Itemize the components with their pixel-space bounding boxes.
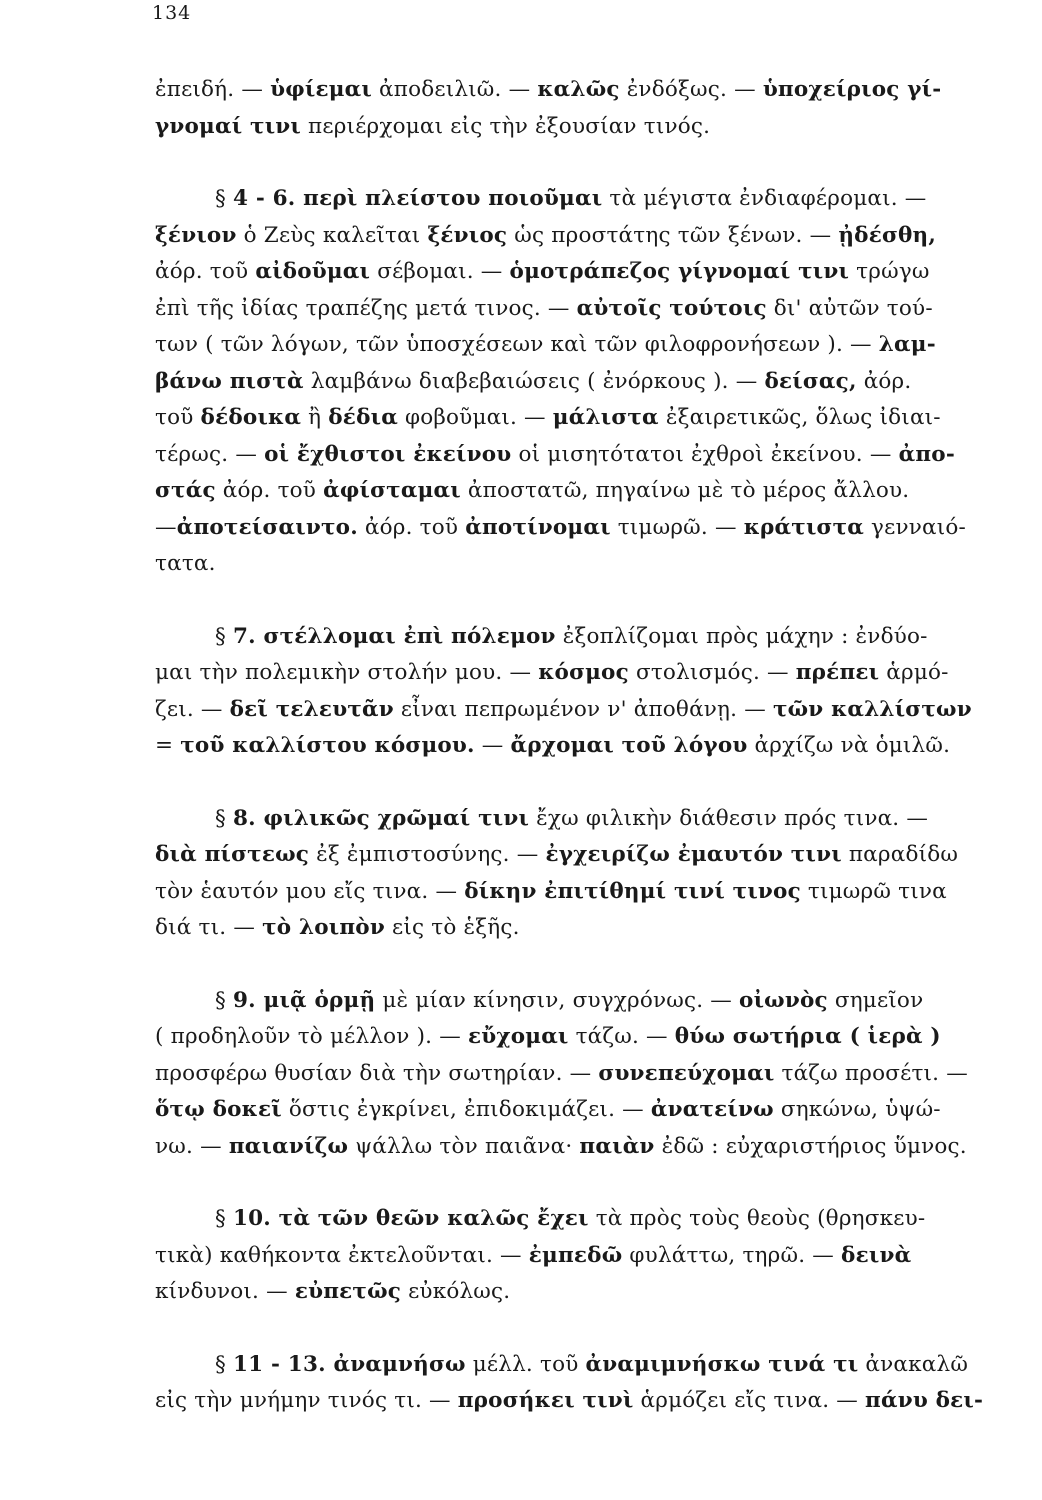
gloss-text: μέλλ. τοῦ [465,1351,586,1377]
text-line [155,109,1003,146]
gloss-text: ἁρμό- [879,660,949,685]
gloss-text: ἐδῶ : εὐχαριστήριος ὕμνος. [654,1133,967,1159]
gloss-text: τὰ πρὸς τοὺς θεοὺς (θρησκευ- [588,1206,926,1231]
paragraph [155,1201,1003,1311]
gloss-text: τικὰ) καθήκοντα ἐκτελοῦνται. — [155,1242,529,1268]
gloss-text: ἀνακαλῶ [858,1351,969,1377]
text-line [155,1274,1003,1311]
headword: ἀποτίνομαι [465,514,611,540]
document-body [155,72,1003,1456]
headword: ἀπο- [898,441,955,467]
text-line [155,437,1003,474]
gloss-text: των ( τῶν λόγων, τῶν ὑποσχέσεων καὶ τῶν φιλοφρονήσεων ). — [155,332,879,357]
text-line [155,218,1003,255]
gloss-text: εἰς τὸ ἑξῆς. [384,915,520,940]
text-line [155,1056,1003,1093]
text-line [155,181,1003,218]
gloss-text: ὡς προστάτης τῶν ξένων. — [507,222,839,248]
text-line [155,1347,1003,1384]
gloss-text: ἀόρ. τοῦ [215,478,324,503]
gloss-text: ἐξαιρετικῶς, ὅλως ἰδιαι- [658,405,941,430]
text-line [155,692,1003,729]
gloss-text: διά τι. — [155,915,263,940]
headword: ὁμοτράπεζος γίγνομαί τινι [509,259,850,284]
headword: μάλιστα [552,405,659,430]
gloss-text: ἀόρ. τοῦ [357,514,466,540]
headword: δέδοικα [200,405,302,430]
gloss-text: = [155,733,181,758]
gloss-text: φυλάττω, τηρῶ. — [622,1242,842,1268]
gloss-text: ἔχω φιλικὴν διάθεσιν πρός τινα. — [529,805,929,831]
headword: δέδια [328,405,398,430]
text-line [155,364,1003,401]
gloss-text: στολισμός. — [628,660,796,685]
headword: 8. φιλικῶς χρῶμαί τινι [232,805,530,831]
gloss-text: τοῦ [155,405,201,430]
gloss-text: εὐκόλως. [401,1279,511,1304]
gloss-text: τιμωρῶ. — [610,514,744,540]
headword: ὑποχείριος γί- [762,77,942,102]
gloss-text: ἀόρ. τοῦ [155,259,256,284]
text-line [155,728,1003,765]
paragraph [155,619,1003,765]
gloss-text: περιέρχομαι εἰς τὴν ἐξουσίαν τινός. [301,113,711,139]
gloss-text: γενναιό- [864,514,966,540]
headword: ξένιον [155,222,237,248]
headword: λαμ- [878,332,936,357]
headword: κράτιστα [743,514,865,540]
gloss-text: σηκώνω, ὑψώ- [773,1097,941,1122]
headword: παιὰν [579,1133,655,1159]
headword: συνεπεύχομαι [598,1060,775,1086]
headword: 11 - 13. ἀναμνήσω [232,1351,466,1377]
text-line [155,837,1003,874]
headword: δεινὰ [841,1242,912,1268]
gloss-text: § [215,1206,233,1231]
paragraph [155,72,1003,145]
gloss-text: ἀόρ. [856,368,912,394]
gloss-text: εἶναι πεπρωμένον ν' ἀποθάνῃ. — [393,696,773,722]
gloss-text: τὰ μέγιστα ἐνδιαφέρομαι. — [602,186,927,211]
gloss-text: ἁρμόζει εἴς τινα. — [633,1388,866,1413]
headword: προσήκει τινὶ [457,1388,634,1413]
text-line [155,1019,1003,1056]
gloss-text: σέβομαι. — [370,259,510,284]
gloss-text: ζει. — [155,696,230,722]
gloss-text: οἱ μισητότατοι ἐχθροὶ ἐκείνου. — [511,441,899,467]
gloss-text: τέρως. — [155,441,265,467]
headword: οἰωνὸς [739,987,828,1013]
headword: 9. μιᾷ ὁρμῇ [232,987,376,1013]
headword: δίκην ἐπιτίθημί τινί τινος [464,878,801,904]
gloss-text: § [215,623,233,649]
gloss-text: σημεῖον [827,987,924,1013]
headword: θύω σωτήρια ( ἱερὰ ) [674,1024,941,1049]
headword: πρέπει [795,660,880,685]
headword: δεῖ τελευτᾶν [229,696,394,722]
headword: ἀνατείνω [650,1097,774,1122]
text-line [155,327,1003,364]
text-line [155,619,1003,656]
gloss-text: ( προδηλοῦν τὸ μέλλον ). — [155,1024,468,1049]
headword: τῶν καλλίστων [772,696,972,722]
headword: αὐτοῖς τούτοις [576,295,767,321]
gloss-text: μαι τὴν πολεμικὴν στολήν μου. — [155,660,539,685]
headword: ὅτῳ δοκεῖ [155,1097,282,1122]
headword: ἀναμιμνήσκω τινά τι [585,1351,859,1377]
gloss-text: — [155,514,177,540]
gloss-text: φοβοῦμαι. — [397,405,553,430]
text-line [155,801,1003,838]
headword: διὰ πίστεως [155,842,310,867]
headword: 10. τὰ τῶν θεῶν καλῶς ἔχει [232,1206,589,1231]
gloss-text: ἐξοπλίζομαι πρὸς μάχην : ἐνδύο- [555,623,928,649]
headword: εὐπετῶς [294,1279,402,1304]
headword: ἐγχειρίζω ἐμαυτόν τινι [545,842,842,867]
headword: τὸ λοιπὸν [262,915,385,940]
gloss-text: νω. — [155,1133,229,1159]
gloss-text: ὁ Ζεὺς καλεῖται [236,222,428,248]
text-line [155,1201,1003,1238]
gloss-text: τάζω προσέτι. — [774,1060,968,1086]
headword: 7. στέλλομαι ἐπὶ πόλεμον [232,623,556,649]
text-line [155,910,1003,947]
text-line [155,254,1003,291]
text-line [155,291,1003,328]
gloss-text: — [474,733,511,758]
headword: εὔχομαι [467,1024,569,1049]
text-line [155,1238,1003,1275]
headword: καλῶς [537,77,620,102]
headword: πάνυ δει- [865,1388,984,1413]
gloss-text: προσφέρω θυσίαν διὰ τὴν σωτηρίαν. — [155,1060,599,1086]
gloss-text: τατα. [155,551,216,576]
paragraph [155,1347,1003,1420]
gloss-text: § [215,1351,233,1377]
headword: 4 - 6. περὶ πλείστου ποιοῦμαι [232,186,603,211]
gloss-text: ἀρχίζω νὰ ὁμιλῶ. [747,733,951,758]
gloss-text: ψάλλω τὸν παιᾶνα· [348,1133,580,1159]
gloss-text: ἐνδόξως. — [619,77,763,102]
headword: αἰδοῦμαι [255,259,371,284]
headword: ξένιος [427,222,508,248]
gloss-text: ἐξ ἐμπιστοσύνης. — [309,842,546,867]
gloss-text: παραδίδω [841,842,959,867]
headword: ἐμπεδῶ [528,1242,623,1268]
text-line [155,1092,1003,1129]
gloss-text: τιμωρῶ τινα [800,878,947,904]
gloss-text: δι' αὐτῶν τού- [766,295,933,321]
gloss-text: λαμβάνω διαβεβαιώσεις ( ἐνόρκους ). — [303,368,765,394]
text-line [155,983,1003,1020]
headword: στάς [155,478,216,503]
headword: τοῦ καλλίστου κόσμου. [180,733,475,758]
gloss-text: ἀποστατῶ, πηγαίνω μὲ τὸ μέρος ἄλλου. [460,478,910,503]
text-line [155,473,1003,510]
text-line [155,546,1003,583]
headword: ἀφίσταμαι [323,478,461,503]
headword: ἄρχομαι τοῦ λόγου [510,733,748,758]
headword: ὑφίεμαι [270,77,373,102]
paragraph [155,801,1003,947]
text-line [155,1383,1003,1420]
text-line [155,655,1003,692]
headword: οἱ ἔχθιστοι ἐκείνου [264,441,512,467]
headword: κόσμος [538,660,629,685]
gloss-text: § [215,186,233,211]
gloss-text: ἐπειδή. — [155,77,271,102]
gloss-text: ἀποδειλιῶ. — [372,77,538,102]
headword: βάνω πιστὰ [155,368,304,394]
headword: ᾐδέσθη, [838,222,937,248]
gloss-text: εἰς τὴν μνήμην τινός τι. — [155,1388,458,1413]
gloss-text: § [215,805,233,831]
paragraph [155,181,1003,583]
gloss-text: τρώγω [849,259,930,284]
gloss-text: τὸν ἑαυτόν μου εἴς τινα. — [155,878,465,904]
gloss-text: ὅστις ἐγκρίνει, ἐπιδοκιμάζει. — [281,1097,651,1122]
text-line [155,400,1003,437]
text-line [155,874,1003,911]
text-line [155,1129,1003,1166]
page-number: 134 [152,2,192,24]
gloss-text: ἢ [301,405,329,430]
gloss-text: μὲ μίαν κίνησιν, συγχρόνως. — [375,987,740,1013]
headword: ἀποτείσαιντο. [176,514,358,540]
headword: παιανίζω [228,1133,349,1159]
gloss-text: κίνδυνοι. — [155,1279,295,1304]
headword: γνομαί τινι [155,113,302,139]
gloss-text: τάζω. — [568,1024,675,1049]
gloss-text: ἐπὶ τῆς ἰδίας τραπέζης μετά τινος. — [155,295,577,321]
text-line [155,72,1003,109]
text-line [155,510,1003,547]
paragraph [155,983,1003,1166]
gloss-text: § [215,987,233,1013]
headword: δείσας, [764,368,857,394]
